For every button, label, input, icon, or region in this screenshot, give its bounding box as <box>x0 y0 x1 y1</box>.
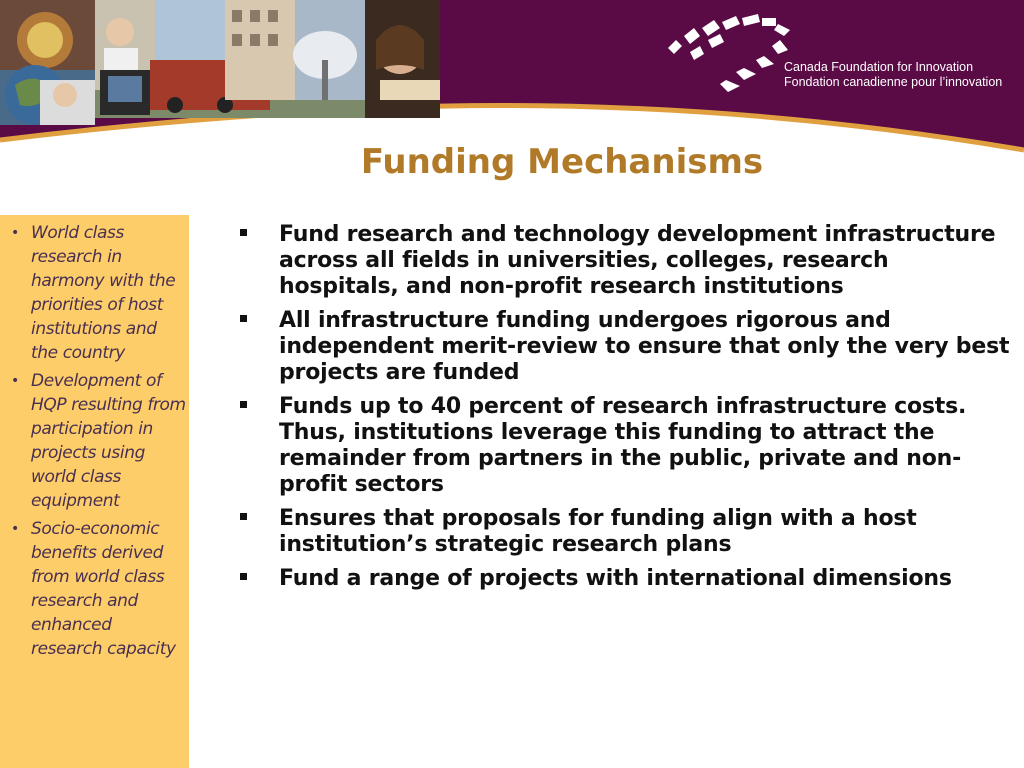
organization-name <box>784 60 1002 90</box>
org-name-english: Canada Foundation for Innovation <box>784 60 974 74</box>
square-bullet-icon <box>240 315 247 322</box>
square-bullet-icon <box>240 401 247 408</box>
sidebar-item-text: Development of HQP resulting from participation in projects using world class equipment <box>31 371 186 511</box>
sidebar-item <box>0 221 189 365</box>
bullet-dot-icon: • <box>11 521 19 537</box>
main-bullet-item <box>240 394 1010 498</box>
page-title: Funding Mechanisms <box>360 142 764 182</box>
square-bullet-icon <box>240 573 247 580</box>
sidebar-panel <box>0 215 189 768</box>
bullet-dot-icon: • <box>11 225 19 241</box>
main-bullet-item <box>240 566 1010 592</box>
main-bullet-item <box>240 222 1010 300</box>
main-bullet-text: All infrastructure funding undergoes rigorous and independent merit-review to ensure that only the very best projects are funded <box>279 308 1010 385</box>
sidebar-item-text: Socio-economic benefits derived from world class research and enhanced research capacity <box>31 519 176 659</box>
main-bullet-text: Ensures that proposals for funding align with a host institution’s strategic research plans <box>279 506 917 557</box>
main-bullet-text: Funds up to 40 percent of research infrastructure costs. Thus, institutions leverage this funding to attract the remainder from partners in the public, private and non-profit sectors <box>279 394 967 497</box>
main-bullet-text: Fund research and technology development infrastructure across all fields in universities, colleges, research hospitals, and non-profit research institutions <box>279 222 996 299</box>
header-banner <box>0 0 1024 160</box>
sidebar-list <box>0 215 189 661</box>
sidebar-item <box>0 369 189 513</box>
main-bullet-list <box>240 222 1010 600</box>
sidebar-item <box>0 517 189 661</box>
sidebar-item-text: World class research in harmony with the priorities of host institutions and the country <box>31 223 176 363</box>
main-bullet-text: Fund a range of projects with international dimensions <box>279 566 952 591</box>
square-bullet-icon <box>240 513 247 520</box>
square-bullet-icon <box>240 229 247 236</box>
main-bullet-item <box>240 506 1010 558</box>
main-bullet-item <box>240 308 1010 386</box>
org-name-french: Fondation canadienne pour l’innovation <box>784 75 1003 89</box>
photo-collage <box>0 0 440 125</box>
bullet-dot-icon: • <box>11 373 19 389</box>
